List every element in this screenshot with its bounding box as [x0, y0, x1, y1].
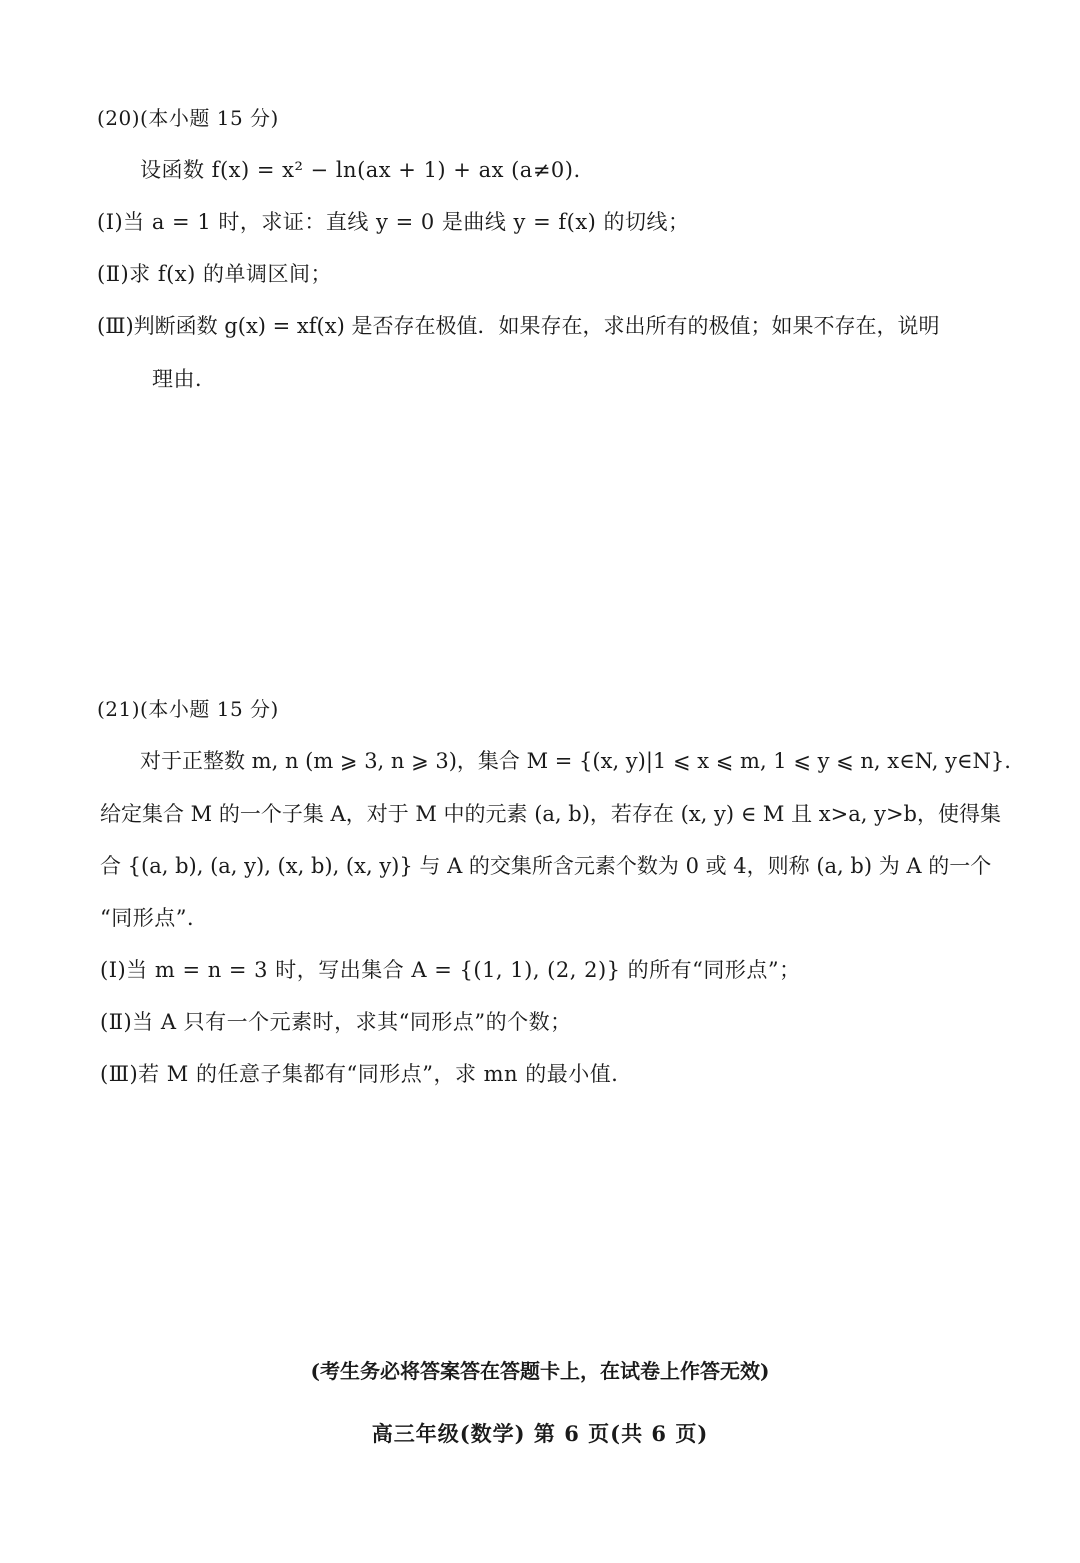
q20-part3-line1: (Ⅲ)判断函数 g(x) = xf(x) 是否存在极值．如果存在，求出所有的极值；如果不存在，说明: [97, 314, 940, 338]
page-footer: 高三年级(数学) 第 6 页(共 6 页): [371, 1421, 709, 1446]
q20-part3-line2: 理由．: [152, 367, 217, 391]
q21-stem-line2: 给定集合 M 的一个子集 A，对于 M 中的元素 (a, b)，若存在 (x, y) ∈ M 且 x>a, y>b，使得集: [100, 802, 1001, 826]
q21-part2: (Ⅱ)当 A 只有一个元素时，求其“同形点”的个数；: [100, 1010, 572, 1034]
q21-header: (21)(本小题 15 分): [97, 697, 279, 721]
q20-part1: (Ⅰ)当 a = 1 时，求证：直线 y = 0 是曲线 y = f(x) 的切线；: [97, 210, 690, 234]
q21-stem-line4: “同形点”．: [100, 906, 209, 930]
q21-stem-line3: 合 {(a, b), (a, y), (x, b), (x, y)} 与 A 的交集所含元素个数为 0 或 4，则称 (a, b) 为 A 的一个: [100, 854, 992, 878]
q20-header: (20)(本小题 15 分): [97, 106, 279, 130]
q21-part1: (Ⅰ)当 m = n = 3 时，写出集合 A = {(1, 1), (2, 2)} 的所有“同形点”；: [100, 958, 801, 982]
q20-stem: 设函数 f(x) = x² − ln(ax + 1) + ax (a≠0).: [140, 158, 581, 182]
q20-part2: (Ⅱ)求 f(x) 的单调区间；: [97, 262, 333, 286]
q21-part3: (Ⅲ)若 M 的任意子集都有“同形点”，求 mn 的最小值．: [100, 1062, 633, 1086]
answer-notice: (考生务必将答案答在答题卡上，在试卷上作答无效): [310, 1359, 770, 1383]
q21-stem-line1: 对于正整数 m, n (m ⩾ 3, n ⩾ 3)，集合 M = {(x, y)|1 ⩽ x ⩽ m, 1 ⩽ y ⩽ n, x∈N, y∈N}.: [140, 749, 1011, 773]
